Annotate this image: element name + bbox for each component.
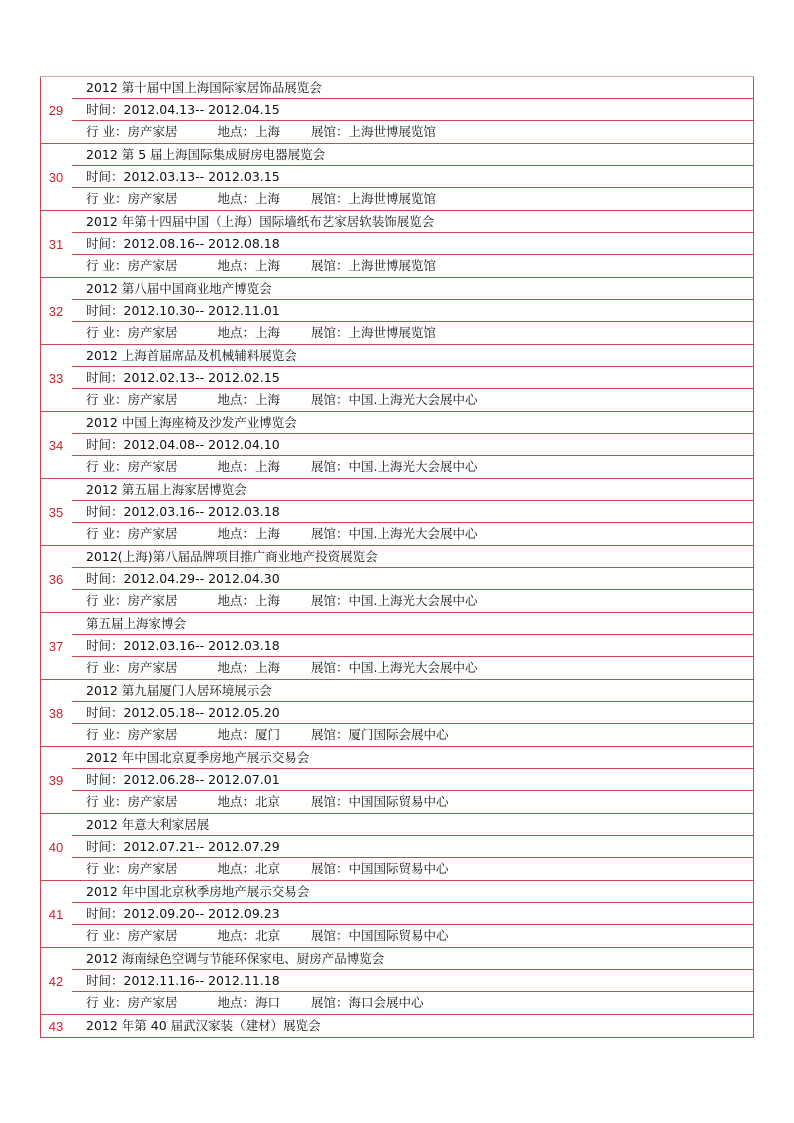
location-value: 上海 bbox=[255, 593, 281, 608]
entry-detail-line bbox=[72, 992, 753, 1014]
venue-value: 中国.上海光大会展中心 bbox=[348, 526, 478, 541]
entry-time-line bbox=[72, 99, 753, 121]
industry-value: 房产家居 bbox=[127, 593, 178, 608]
industry-value: 房产家居 bbox=[127, 325, 178, 340]
venue-label: 展馆： bbox=[311, 325, 349, 340]
entry-title: 2012 中国上海座椅及沙发产业博览会 bbox=[72, 412, 753, 434]
table-row bbox=[40, 814, 754, 881]
venue-label: 展馆： bbox=[311, 794, 349, 809]
venue-label: 展馆： bbox=[311, 392, 349, 407]
entry-lines bbox=[71, 479, 753, 545]
time-value: 2012.04.08-- 2012.04.10 bbox=[123, 437, 280, 452]
time-value: 2012.10.30-- 2012.11.01 bbox=[123, 303, 280, 318]
industry-value: 房产家居 bbox=[127, 392, 178, 407]
location-label: 地点： bbox=[217, 258, 255, 273]
entry-lines bbox=[71, 144, 753, 210]
entry-number: 36 bbox=[48, 571, 64, 587]
entry-title: 2012 第八届中国商业地产博览会 bbox=[72, 278, 753, 300]
entry-number: 33 bbox=[48, 370, 64, 386]
location-label: 地点： bbox=[217, 861, 255, 876]
entry-number: 34 bbox=[48, 437, 64, 453]
entry-time-line bbox=[72, 769, 753, 791]
time-label: 时间： bbox=[86, 236, 124, 251]
location-value: 上海 bbox=[255, 526, 281, 541]
table-row bbox=[40, 546, 754, 613]
venue-label: 展馆： bbox=[311, 593, 349, 608]
location-label: 地点： bbox=[217, 191, 255, 206]
time-value: 2012.08.16-- 2012.08.18 bbox=[123, 236, 280, 251]
industry-label: 行 业： bbox=[86, 995, 128, 1010]
time-label: 时间： bbox=[86, 705, 124, 720]
industry-label: 行 业： bbox=[86, 794, 128, 809]
table-row bbox=[40, 144, 754, 211]
industry-label: 行 业： bbox=[86, 861, 128, 876]
entry-lines bbox=[71, 77, 753, 143]
entry-lines bbox=[71, 948, 753, 1014]
industry-value: 房产家居 bbox=[127, 727, 178, 742]
venue-label: 展馆： bbox=[311, 928, 349, 943]
entry-lines bbox=[71, 613, 753, 679]
location-label: 地点： bbox=[217, 526, 255, 541]
industry-label: 行 业： bbox=[86, 526, 128, 541]
entry-number: 40 bbox=[48, 839, 64, 855]
industry-value: 房产家居 bbox=[127, 861, 178, 876]
entry-detail-line bbox=[72, 590, 753, 612]
table-row bbox=[40, 680, 754, 747]
entry-lines bbox=[71, 881, 753, 947]
time-value: 2012.02.13-- 2012.02.15 bbox=[123, 370, 280, 385]
entry-time-line bbox=[72, 434, 753, 456]
entry-detail-line bbox=[72, 188, 753, 210]
venue-value: 上海世博展览馆 bbox=[348, 124, 437, 139]
industry-label: 行 业： bbox=[86, 392, 128, 407]
venue-label: 展馆： bbox=[311, 191, 349, 206]
location-label: 地点： bbox=[217, 124, 255, 139]
venue-value: 上海世博展览馆 bbox=[348, 258, 437, 273]
table-row bbox=[40, 278, 754, 345]
location-label: 地点： bbox=[217, 459, 255, 474]
entry-lines bbox=[71, 814, 753, 880]
entry-title: 2012 年意大利家居展 bbox=[72, 814, 753, 836]
venue-value: 中国.上海光大会展中心 bbox=[348, 593, 478, 608]
industry-label: 行 业： bbox=[86, 325, 128, 340]
entry-lines bbox=[71, 747, 753, 813]
time-label: 时间： bbox=[86, 772, 124, 787]
entry-number: 37 bbox=[48, 638, 64, 654]
venue-label: 展馆： bbox=[311, 660, 349, 675]
entry-title: 2012 上海首届席品及机械辅料展览会 bbox=[72, 345, 753, 367]
table-row bbox=[40, 948, 754, 1015]
entry-detail-line bbox=[72, 925, 753, 947]
entry-title: 2012 年第十四届中国（上海）国际墙纸布艺家居软装饰展览会 bbox=[72, 211, 753, 233]
industry-label: 行 业： bbox=[86, 258, 128, 273]
entry-number: 41 bbox=[48, 906, 64, 922]
venue-label: 展馆： bbox=[311, 526, 349, 541]
venue-label: 展馆： bbox=[311, 995, 349, 1010]
venue-value: 中国.上海光大会展中心 bbox=[348, 660, 478, 675]
entry-title: 2012 年中国北京秋季房地产展示交易会 bbox=[72, 881, 753, 903]
time-label: 时间： bbox=[86, 638, 124, 653]
table-row bbox=[40, 747, 754, 814]
venue-value: 厦门国际会展中心 bbox=[348, 727, 449, 742]
entry-lines bbox=[71, 345, 753, 411]
time-value: 2012.03.16-- 2012.03.18 bbox=[123, 504, 280, 519]
entry-time-line bbox=[72, 300, 753, 322]
entry-detail-line bbox=[72, 724, 753, 746]
entry-detail-line bbox=[72, 523, 753, 545]
table-row bbox=[40, 479, 754, 546]
location-label: 地点： bbox=[217, 727, 255, 742]
entry-time-line bbox=[72, 233, 753, 255]
location-label: 地点： bbox=[217, 392, 255, 407]
location-value: 上海 bbox=[255, 660, 281, 675]
venue-value: 海口会展中心 bbox=[348, 995, 424, 1010]
entry-detail-line bbox=[72, 791, 753, 813]
industry-label: 行 业： bbox=[86, 727, 128, 742]
location-label: 地点： bbox=[217, 593, 255, 608]
time-value: 2012.03.13-- 2012.03.15 bbox=[123, 169, 280, 184]
venue-value: 上海世博展览馆 bbox=[348, 325, 437, 340]
venue-value: 中国.上海光大会展中心 bbox=[348, 459, 478, 474]
time-label: 时间： bbox=[86, 839, 124, 854]
industry-value: 房产家居 bbox=[127, 660, 178, 675]
location-value: 海口 bbox=[255, 995, 281, 1010]
location-label: 地点： bbox=[217, 794, 255, 809]
location-value: 北京 bbox=[255, 861, 281, 876]
entry-detail-line bbox=[72, 657, 753, 679]
time-value: 2012.06.28-- 2012.07.01 bbox=[123, 772, 280, 787]
entry-lines bbox=[71, 278, 753, 344]
location-value: 北京 bbox=[255, 928, 281, 943]
location-label: 地点： bbox=[217, 325, 255, 340]
entry-time-line bbox=[72, 166, 753, 188]
entry-number: 42 bbox=[48, 973, 64, 989]
location-value: 北京 bbox=[255, 794, 281, 809]
venue-value: 中国国际贸易中心 bbox=[348, 928, 449, 943]
location-value: 上海 bbox=[255, 191, 281, 206]
table-row bbox=[40, 345, 754, 412]
time-label: 时间： bbox=[86, 906, 124, 921]
location-value: 上海 bbox=[255, 124, 281, 139]
entry-title: 2012 海南绿色空调与节能环保家电、厨房产品博览会 bbox=[72, 948, 753, 970]
entry-title: 2012 年中国北京夏季房地产展示交易会 bbox=[72, 747, 753, 769]
venue-label: 展馆： bbox=[311, 258, 349, 273]
entry-detail-line bbox=[72, 121, 753, 143]
entry-title: 2012 第九届厦门人居环境展示会 bbox=[72, 680, 753, 702]
industry-label: 行 业： bbox=[86, 191, 128, 206]
location-label: 地点： bbox=[217, 660, 255, 675]
entry-number: 35 bbox=[48, 504, 64, 520]
entry-title: 2012(上海)第八届品牌项目推广商业地产投资展览会 bbox=[72, 546, 753, 568]
entry-lines bbox=[71, 211, 753, 277]
venue-value: 上海世博展览馆 bbox=[348, 191, 437, 206]
time-value: 2012.04.13-- 2012.04.15 bbox=[123, 102, 280, 117]
entry-number: 39 bbox=[48, 772, 64, 788]
venue-label: 展馆： bbox=[311, 459, 349, 474]
entry-detail-line bbox=[72, 858, 753, 880]
entry-detail-line bbox=[72, 322, 753, 344]
location-value: 上海 bbox=[255, 459, 281, 474]
entry-title: 2012 第 5 届上海国际集成厨房电器展览会 bbox=[72, 144, 753, 166]
time-label: 时间： bbox=[86, 303, 124, 318]
location-label: 地点： bbox=[217, 995, 255, 1010]
industry-value: 房产家居 bbox=[127, 526, 178, 541]
industry-value: 房产家居 bbox=[127, 258, 178, 273]
industry-label: 行 业： bbox=[86, 124, 128, 139]
venue-value: 中国国际贸易中心 bbox=[348, 861, 449, 876]
entry-title: 2012 第五届上海家居博览会 bbox=[72, 479, 753, 501]
time-label: 时间： bbox=[86, 504, 124, 519]
time-value: 2012.04.29-- 2012.04.30 bbox=[123, 571, 280, 586]
table-row bbox=[40, 613, 754, 680]
entry-number: 38 bbox=[48, 705, 64, 721]
exhibition-table bbox=[40, 76, 754, 1038]
entry-detail-line bbox=[72, 456, 753, 478]
entry-time-line bbox=[72, 836, 753, 858]
table-row bbox=[40, 211, 754, 278]
entry-lines bbox=[71, 680, 753, 746]
entry-time-line bbox=[72, 970, 753, 992]
time-label: 时间： bbox=[86, 973, 124, 988]
entry-lines bbox=[71, 1015, 753, 1037]
venue-label: 展馆： bbox=[311, 727, 349, 742]
entry-time-line bbox=[72, 903, 753, 925]
time-label: 时间： bbox=[86, 370, 124, 385]
industry-value: 房产家居 bbox=[127, 459, 178, 474]
entry-lines bbox=[71, 546, 753, 612]
table-row bbox=[40, 412, 754, 479]
time-label: 时间： bbox=[86, 437, 124, 452]
industry-value: 房产家居 bbox=[127, 928, 178, 943]
location-value: 上海 bbox=[255, 392, 281, 407]
industry-label: 行 业： bbox=[86, 928, 128, 943]
industry-value: 房产家居 bbox=[127, 124, 178, 139]
venue-value: 中国国际贸易中心 bbox=[348, 794, 449, 809]
entry-number: 30 bbox=[48, 169, 64, 185]
time-label: 时间： bbox=[86, 169, 124, 184]
entry-time-line bbox=[72, 501, 753, 523]
industry-value: 房产家居 bbox=[127, 191, 178, 206]
entry-time-line bbox=[72, 635, 753, 657]
location-value: 上海 bbox=[255, 258, 281, 273]
industry-label: 行 业： bbox=[86, 459, 128, 474]
venue-value: 中国.上海光大会展中心 bbox=[348, 392, 478, 407]
entry-time-line bbox=[72, 568, 753, 590]
industry-value: 房产家居 bbox=[127, 794, 178, 809]
table-row bbox=[40, 881, 754, 948]
industry-label: 行 业： bbox=[86, 593, 128, 608]
time-value: 2012.03.16-- 2012.03.18 bbox=[123, 638, 280, 653]
venue-label: 展馆： bbox=[311, 124, 349, 139]
entry-number: 29 bbox=[48, 102, 64, 118]
entry-detail-line bbox=[72, 389, 753, 411]
entry-number: 31 bbox=[48, 236, 64, 252]
time-label: 时间： bbox=[86, 571, 124, 586]
time-value: 2012.09.20-- 2012.09.23 bbox=[123, 906, 280, 921]
time-value: 2012.07.21-- 2012.07.29 bbox=[123, 839, 280, 854]
location-value: 上海 bbox=[255, 325, 281, 340]
location-value: 厦门 bbox=[255, 727, 281, 742]
table-row bbox=[40, 1015, 754, 1038]
location-label: 地点： bbox=[217, 928, 255, 943]
time-value: 2012.11.16-- 2012.11.18 bbox=[123, 973, 280, 988]
entry-number: 43 bbox=[48, 1018, 64, 1034]
table-row bbox=[40, 77, 754, 144]
industry-label: 行 业： bbox=[86, 660, 128, 675]
venue-label: 展馆： bbox=[311, 861, 349, 876]
industry-value: 房产家居 bbox=[127, 995, 178, 1010]
entry-time-line bbox=[72, 702, 753, 724]
time-value: 2012.05.18-- 2012.05.20 bbox=[123, 705, 280, 720]
entry-time-line bbox=[72, 367, 753, 389]
entry-title: 2012 第十届中国上海国际家居饰品展览会 bbox=[72, 77, 753, 99]
entry-lines bbox=[71, 412, 753, 478]
entry-title: 第五届上海家博会 bbox=[72, 613, 753, 635]
entry-detail-line bbox=[72, 255, 753, 277]
time-label: 时间： bbox=[86, 102, 124, 117]
entry-title: 2012 年第 40 届武汉家装（建材）展览会 bbox=[86, 1018, 321, 1033]
entry-number: 32 bbox=[48, 303, 64, 319]
